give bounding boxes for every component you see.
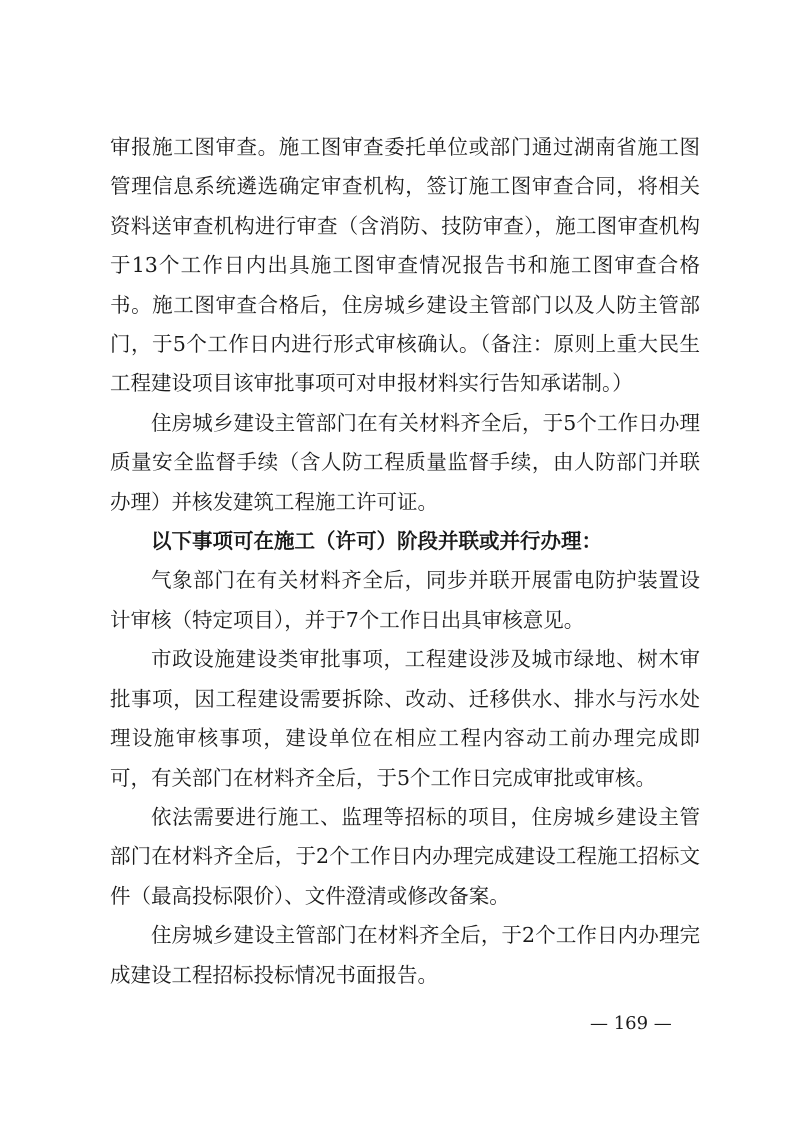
paragraph-continuation: 审报施工图审查。施工图审查委托单位或部门通过湖南省施工图管理信息系统遴选确定审查机构，签订施工图审查合同，将相关资料送审查机构进行审查（含消防、技防审查），施工图审查机构于13个工作日内出具施工图审查情况报告书和施工图审查合格书。施工图审查合格后，住房城乡建设主管部门以及人防主管部门，于5个工作日内进行形式审核确认。（备注：原则上重大民生工程建设项目该审批事项可对申报材料实行告知承诺制。） (110, 135, 700, 396)
paragraph-municipal-facilities: 市政设施建设类审批事项，工程建设涉及城市绿地、树木审批事项，因工程建设需要拆除、改动、迁移供水、排水与污水处理设施审核事项，建设单位在相应工程内容动工前办理完成即可，有关部门在材料齐全后，于5个工作日完成审批或审核。 (110, 647, 700, 790)
paragraph-bidding-filing: 依法需要进行施工、监理等招标的项目，住房城乡建设主管部门在材料齐全后，于2个工作日内办理完成建设工程施工招标文件（最高投标限价）、文件澄清或修改备案。 (110, 804, 700, 908)
page-number: — 169 — (590, 1013, 672, 1034)
paragraph-quality-supervision: 住房城乡建设主管部门在有关材料齐全后，于5个工作日办理质量安全监督手续（含人防工程质量监督手续，由人防部门并联办理）并核发建筑工程施工许可证。 (110, 410, 700, 514)
document-body (110, 128, 700, 995)
paragraph-lightning-protection: 气象部门在有关材料齐全后，同步并联开展雷电防护装置设计审核（特定项目），并于7个工作日出具审核意见。 (110, 568, 700, 632)
paragraph-bidding-report: 住房城乡建设主管部门在材料齐全后，于2个工作日内办理完成建设工程招标投标情况书面报告。 (110, 923, 700, 987)
section-heading: 以下事项可在施工（许可）阶段并联或并行办理： (151, 529, 602, 554)
